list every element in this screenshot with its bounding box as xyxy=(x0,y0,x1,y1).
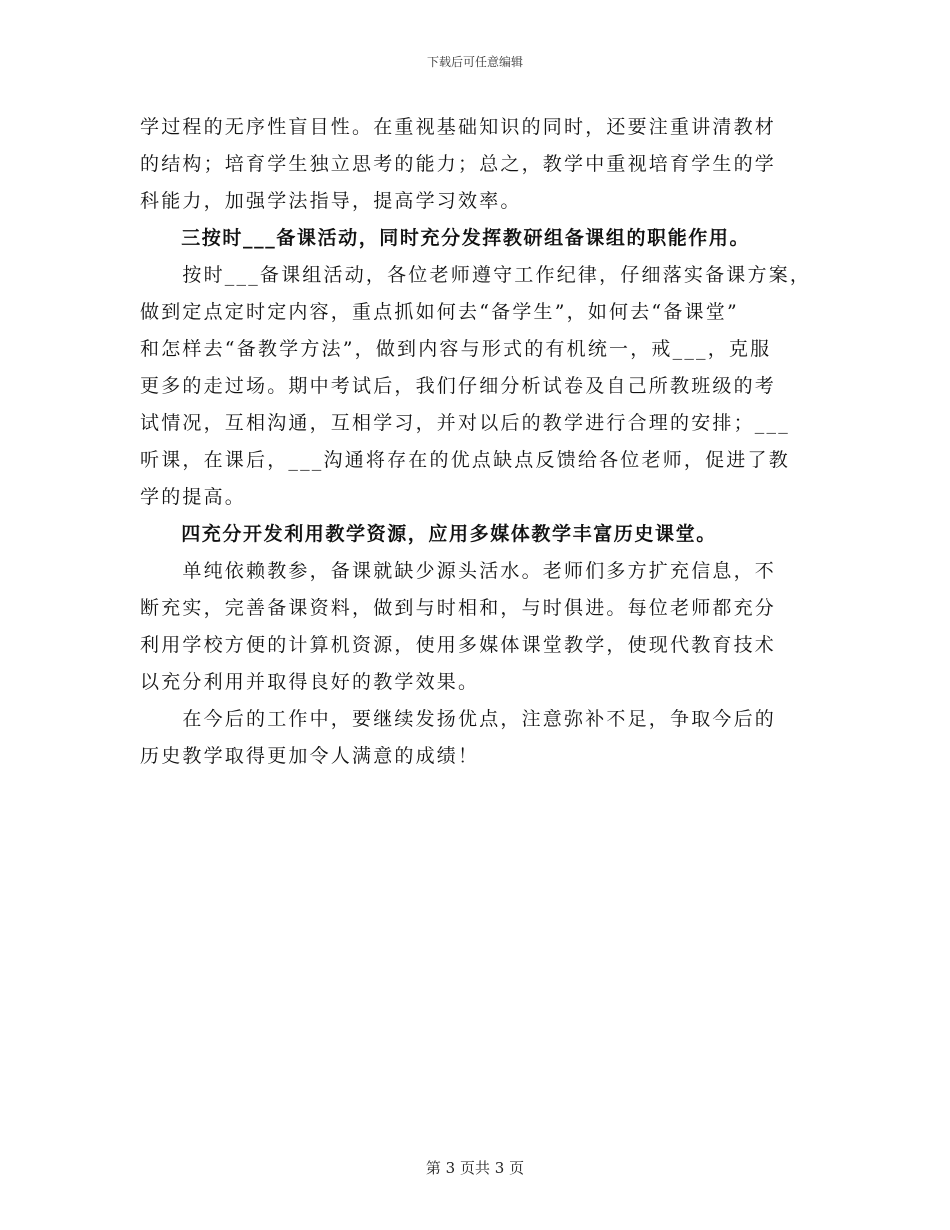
paragraph-line: 学的提高。 xyxy=(140,486,247,508)
paragraph-line: 和怎样去“备教学方法”，做到内容与形式的有机统一，戒___，克服 xyxy=(140,338,772,360)
paragraph-line: 学过程的无序性盲目性。在重视基础知识的同时，还要注重讲清教材 xyxy=(140,116,777,138)
page-number: 第 3 页共 3 页 xyxy=(425,1159,525,1177)
paragraph-line: 断充实，完善备课资料，做到与时相和，与时俱进。每位老师都充分 xyxy=(140,597,777,619)
page-header: 下载后可任意编辑 xyxy=(426,55,523,69)
paragraph-line: 听课，在课后，___沟通将存在的优点缺点反馈给各位老师，促进了教 xyxy=(140,449,790,471)
paragraph-line: 利用学校方便的计算机资源，使用多媒体课堂教学，使现代教育技术 xyxy=(140,634,777,656)
paragraph-line: 的结构；培育学生独立思考的能力；总之，教学中重视培育学生的学 xyxy=(140,153,777,175)
section-heading: 四充分开发利用教学资源，应用多媒体教学丰富历史课堂。 xyxy=(140,523,717,545)
paragraph-line: 以充分利用并取得良好的教学效果。 xyxy=(140,671,480,693)
paragraph-line: 历史教学取得更加令人满意的成绩！ xyxy=(140,745,480,767)
paragraph-line: 按时___备课组活动，各位老师遵守工作纪律，仔细落实备课方案， xyxy=(140,264,812,286)
paragraph-line: 单纯依赖教参，备课就缺少源头活水。老师们多方扩充信息，不 xyxy=(140,560,777,582)
section-heading: 三按时___备课活动，同时充分发挥教研组备课组的职能作用。 xyxy=(140,227,751,249)
paragraph-line: 科能力，加强学法指导，提高学习效率。 xyxy=(140,190,522,212)
paragraph-line: 更多的走过场。期中考试后，我们仔细分析试卷及自己所教班级的考 xyxy=(140,375,777,397)
paragraph-line: 试情况，互相沟通，互相学习，并对以后的教学进行合理的安排；___ xyxy=(140,412,790,434)
paragraph-line: 做到定点定时定内容，重点抓如何去“备学生”，如何去“备课堂” xyxy=(140,301,739,323)
paragraph-line: 在今后的工作中，要继续发扬优点，注意弥补不足，争取今后的 xyxy=(140,708,777,730)
